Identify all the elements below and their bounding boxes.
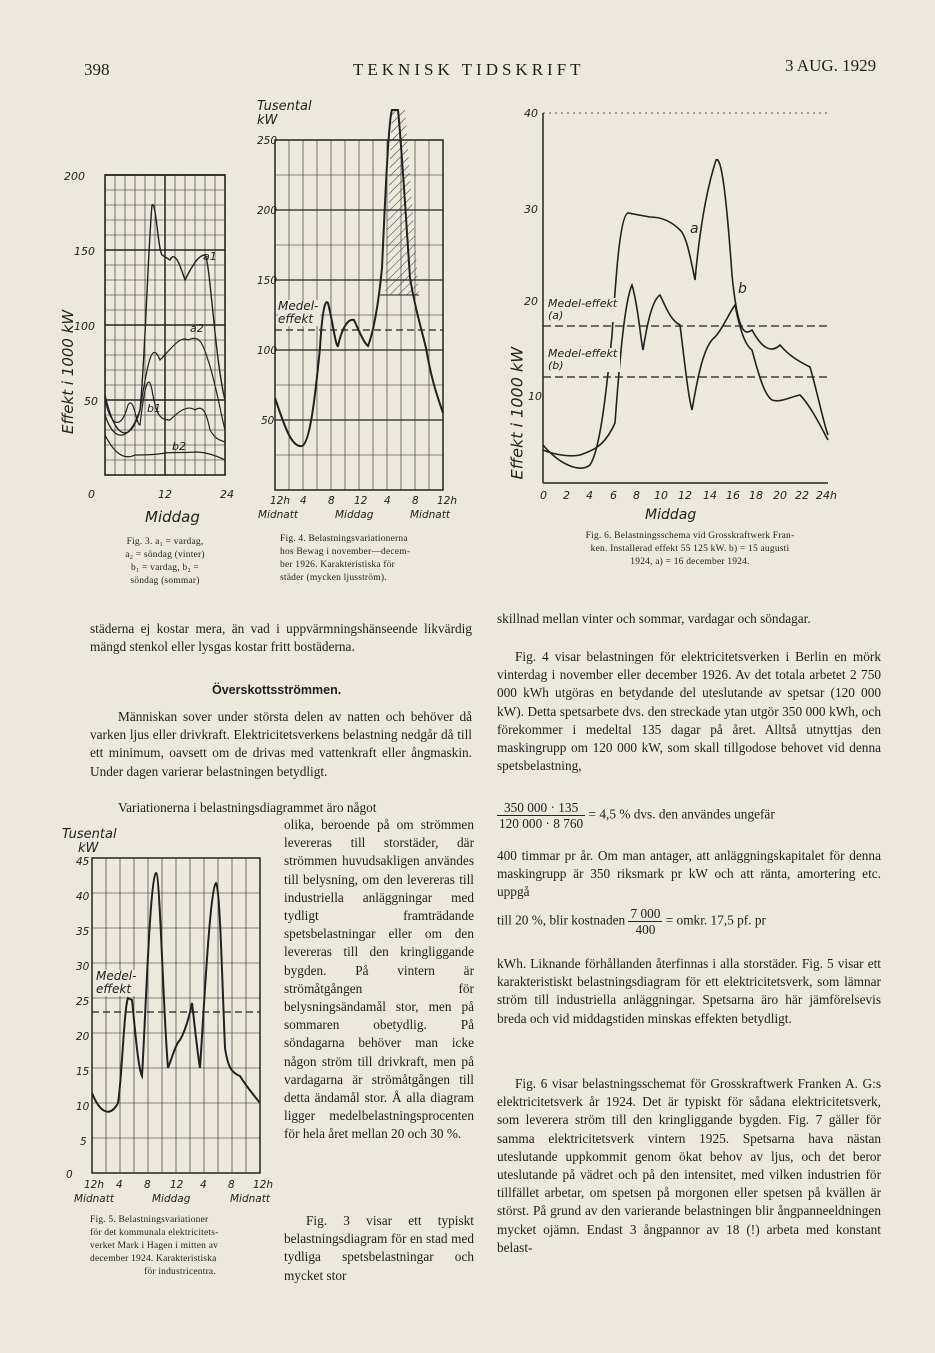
right-p1: skillnad mellan vinter och sommar, vardagar och söndagar. <box>497 611 811 626</box>
fig4-xname: Midnatt <box>258 509 298 521</box>
fig5-chart <box>60 828 275 1208</box>
fig6-xtick: 20 <box>773 489 787 502</box>
fig4-mean-label: Medel-effekt <box>278 299 319 326</box>
fig6-xtick: 12 <box>678 489 692 502</box>
formula-2-pre: till 20 %, blir kostnaden <box>497 912 626 928</box>
right-p4: kWh. Liknande förhållanden återfinnas i alla storstäder. Fig. 5 visar ett karakteristiskt belastningsdiagram för ett elektricitetsverk, som lämnar ström till industriella anläggningar. Spetsarna äro här jämförelsevis breda och vid middagstiden minskas effekten betydligt. <box>497 956 881 1026</box>
fig3-label-b2: b2 <box>172 440 186 453</box>
formula-1-denominator: 120 000 · 8 760 <box>499 816 584 831</box>
fig6-xtick: 16 <box>726 489 740 502</box>
fig6-ytick-30: 30 <box>524 203 538 216</box>
fig5-ytick: 5 <box>80 1136 87 1148</box>
fig5-ytick: 0 <box>66 1169 73 1181</box>
fig6-xtick: 10 <box>654 489 668 502</box>
formula-1-numerator: 350 000 · 135 <box>497 800 585 816</box>
fig3-caption-line: söndag (sommar) <box>130 576 200 586</box>
fig4-caption-line: Fig. 4. Belastningsvariationerna <box>280 534 408 544</box>
fig5-ytick: 20 <box>76 1031 90 1043</box>
fig6-ytick-20: 20 <box>524 295 538 308</box>
issue-date: 3 AUG. 1929 <box>785 56 877 75</box>
fig5-xtick: 8 <box>144 1179 151 1191</box>
fig5-caption-line: för det kommunala elektricitets- <box>90 1228 219 1238</box>
fig4-xtick: 8 <box>412 495 419 507</box>
left-para3: Fig. 3 visar ett typiskt belastningsdiagram för en stad med tydliga spetsbelastningar och mycket stor <box>284 1213 474 1283</box>
fig3-xtick-24: 24 <box>220 488 234 501</box>
right-p2: Fig. 4 visar belastningen för elektricitetsverken i Berlin en mörk vinterdag i november eller december 1926. Av det totala arbetet 2 750 000 kWh utgöras en betydande del uteslutande av spetsar (120 000 kW). Detta spetsarbete dvs. den streckade ytan utgör 350 000 kWh, och förekommer i medeltal 135 dagar på året. Alltså utnyttjas den maskingrupp om 120 000 kW, som skall tillgodose behovet vid denna spetsbelastning, <box>497 649 881 774</box>
formula-1-fraction <box>497 800 585 831</box>
fig3-xlabel: Middag <box>145 508 200 526</box>
fig6-caption-line: Fig. 6. Belastningsschema vid Grosskraftwerk Fran- <box>585 531 795 541</box>
left-para2-rest: olika, beroende på om strömmen levereras till storstäder, där strömmen huvudsakligen användes till belysning, om den levereras till industriella anläggningar med tydligt framträdande spetsbelastningar eller om den levereras till den kringliggande bygden. På vintern är strömåtgången för belysningsändamål stor, men på sommaren obetydlig. På söndagarna behöver man icke någon ström till drivkraft, men på vardagarna är strömåtgången till detta ändamål stor. Å alla diagram ligger medelbelastningsprocenten för hela året mellan 20 och 30 %. <box>284 817 474 1142</box>
fig5-caption-line: december 1924. Karakteristiska <box>90 1254 217 1264</box>
fig4-ytick-250: 250 <box>257 135 278 147</box>
fig5-ytick: 30 <box>76 961 90 973</box>
fig6-xtick: 24h <box>816 489 837 502</box>
fig4-ytick-100: 100 <box>257 345 278 357</box>
fig6-xtick: 8 <box>633 489 640 502</box>
fig6-label-b: b <box>738 281 747 297</box>
fig4-ytick-150: 150 <box>257 275 278 287</box>
fig3-caption <box>90 536 240 588</box>
fig3-label-a2: a2 <box>190 322 204 335</box>
fig6-ytick-40: 40 <box>524 107 538 120</box>
fig5-ytick: 35 <box>76 926 90 938</box>
fig5-caption-line: för industricentra. <box>144 1267 216 1277</box>
formula-1-result: = 4,5 % dvs. den användes ungefär <box>588 806 775 822</box>
fig6-label-a: a <box>690 221 699 237</box>
formula-2-denominator: 400 <box>635 922 656 937</box>
fig4-xname: Midnatt <box>410 509 450 521</box>
fig5-xname: Midnatt <box>230 1193 270 1205</box>
fig4-caption-line: hos Bewag i november—decem- <box>280 547 411 557</box>
fig4-caption-line: städer (mycken ljusström). <box>280 573 387 583</box>
formula-1 <box>497 800 881 831</box>
fig5-ytick: 40 <box>76 891 90 903</box>
fig5-mean-label: Medel-effekt <box>96 969 137 996</box>
journal-title: TEKNISK TIDSKRIFT <box>353 60 585 79</box>
fig4-xname: Middag <box>335 509 374 521</box>
fig3-ytick-100: 100 <box>74 320 95 333</box>
page-number: 398 <box>84 60 110 79</box>
fig5-caption <box>90 1214 270 1279</box>
fig5-xtick: 12h <box>253 1179 274 1191</box>
fig4-xtick: 8 <box>328 495 335 507</box>
fig4-xtick: 12h <box>270 495 291 507</box>
formula-2 <box>497 906 881 937</box>
fig3-caption-line: a₂ = söndag (vinter) <box>125 550 205 560</box>
fig6-caption-line: ken. Installerad effekt 55 125 kW. b) = 15 augusti <box>590 544 790 554</box>
fig6-mean-a-label: Medel-effekt (a) <box>548 298 620 322</box>
fig6-caption-line: 1924, a) = 16 december 1924. <box>630 557 750 567</box>
fig4-yunit-1: Tusental <box>257 99 312 114</box>
fig5-ytick: 45 <box>76 856 90 868</box>
left-para2-start: Variationerna i belastningsdiagrammet äro något <box>118 800 377 815</box>
fig6-xtick: 6 <box>610 489 617 502</box>
fig6-mean-b-label: Medel-effekt (b) <box>548 348 620 372</box>
fig5-caption-line: Fig. 5. Belastningsvariationer <box>90 1215 209 1225</box>
fig5-xtick: 4 <box>200 1179 207 1191</box>
fig6-ytick-10: 10 <box>528 390 542 403</box>
section-heading: Överskottsströmmen. <box>212 683 342 697</box>
fig5-xtick: 12h <box>84 1179 105 1191</box>
fig3-label-a1: a1 <box>203 250 217 263</box>
fig6-xtick: 0 <box>540 489 547 502</box>
fig4-ytick-200: 200 <box>257 205 278 217</box>
fig3-caption-line: Fig. 3. a₁ = vardag, <box>126 537 204 547</box>
fig3-ytick-150: 150 <box>74 245 95 258</box>
right-p5: Fig. 6 visar belastningsschemat för Grosskraftwerk Franken A. G:s elektricitetsverk år 1924. Det är typiskt för sådana elektricitetsverk, som leverera ström till den kringliggande bygden. Fig. 7 gäller för samma elektricitetsverk vintern 1925. Spetsarna hava nästan uteslutande uppkommit genom ökat behov av ljus, och det beror uteslutande på vädret och på den intensitet, med vilken industrien för tillfället arbetar, om spetsen på morgonen eller spetsen på kvällen är störst. På grund av den varierande belastningen blir ångpanneeldningen mycket ojämn. Endast 3 ångpannor av 18 (!) arbeta med konstant belast- <box>497 1076 881 1255</box>
fig4-plot <box>230 98 480 533</box>
fig5-ytick: 25 <box>76 996 90 1008</box>
fig4-caption-line: ber 1926. Karakteristiska för <box>280 560 396 570</box>
fig4-xtick: 12h <box>437 495 458 507</box>
fig5-xtick: 8 <box>228 1179 235 1191</box>
fig4-ytick-50: 50 <box>261 415 275 427</box>
right-p3: 400 timmar pr år. Om man antager, att anläggningskapitalet för denna maskingrupp är 350 riksmark pr kW och att ränta, amortering etc. uppgå <box>497 848 881 900</box>
fig3-caption-line: b₁ = vardag, b₂ = <box>131 563 199 573</box>
fig4-yunit-2: kW <box>257 113 278 128</box>
fig3-ytick-50: 50 <box>84 395 98 408</box>
fig3-ytick-200: 200 <box>64 170 85 183</box>
fig5-ytick: 15 <box>76 1066 90 1078</box>
fig4-xtick: 4 <box>384 495 391 507</box>
formula-2-fraction <box>628 906 662 937</box>
fig5-xtick: 4 <box>116 1179 123 1191</box>
fig5-plot <box>60 828 275 1208</box>
formula-2-post: = omkr. 17,5 pf. pr <box>665 912 766 928</box>
fig6-xtick: 4 <box>586 489 593 502</box>
fig4-xtick: 4 <box>300 495 307 507</box>
fig6-xtick: 22 <box>795 489 809 502</box>
fig5-xtick: 12 <box>170 1179 184 1191</box>
fig3-xtick-12: 12 <box>158 488 172 501</box>
fig6-xtick: 14 <box>703 489 717 502</box>
fig5-yunit-2: kW <box>78 841 99 856</box>
fig5-caption-line: verket Mark i Hagen i mitten av <box>90 1241 219 1251</box>
fig6-xlabel: Middag <box>645 507 697 523</box>
fig3-ylabel: Effekt i 1000 kW <box>59 309 77 434</box>
fig5-ytick: 10 <box>76 1101 90 1113</box>
fig6-xtick: 2 <box>563 489 570 502</box>
fig4-xtick: 12 <box>354 495 368 507</box>
fig4-chart <box>230 98 480 533</box>
fig5-xname: Midnatt <box>74 1193 114 1205</box>
fig5-yunit-1: Tusental <box>62 828 117 842</box>
fig6-xtick: 18 <box>749 489 763 502</box>
fig3-ytick-0: 0 <box>88 488 95 501</box>
fig3-label-b1: b1 <box>147 402 161 415</box>
fig5-xname: Middag <box>152 1193 191 1205</box>
left-intro: städerna ej kostar mera, än vad i uppvärmningshänseende likvärdig mängd stenkol eller lysgas kostar fritt bostäderna. <box>90 621 472 655</box>
fig6-ylabel: Effekt i 1000 kW <box>507 346 527 480</box>
fig4-caption <box>280 533 465 585</box>
formula-2-numerator: 7 000 <box>630 906 661 921</box>
fig6-caption <box>540 530 840 569</box>
left-para1: Människan sover under största delen av natten och behöver då varken ljus eller drivkraft. Elektricitetsverkens belastning nedgår då till ett minimum, oavsett om de drivas med vattenkraft eller ångmaskin. Under dagen varierar belastningen betydligt. <box>90 709 472 779</box>
